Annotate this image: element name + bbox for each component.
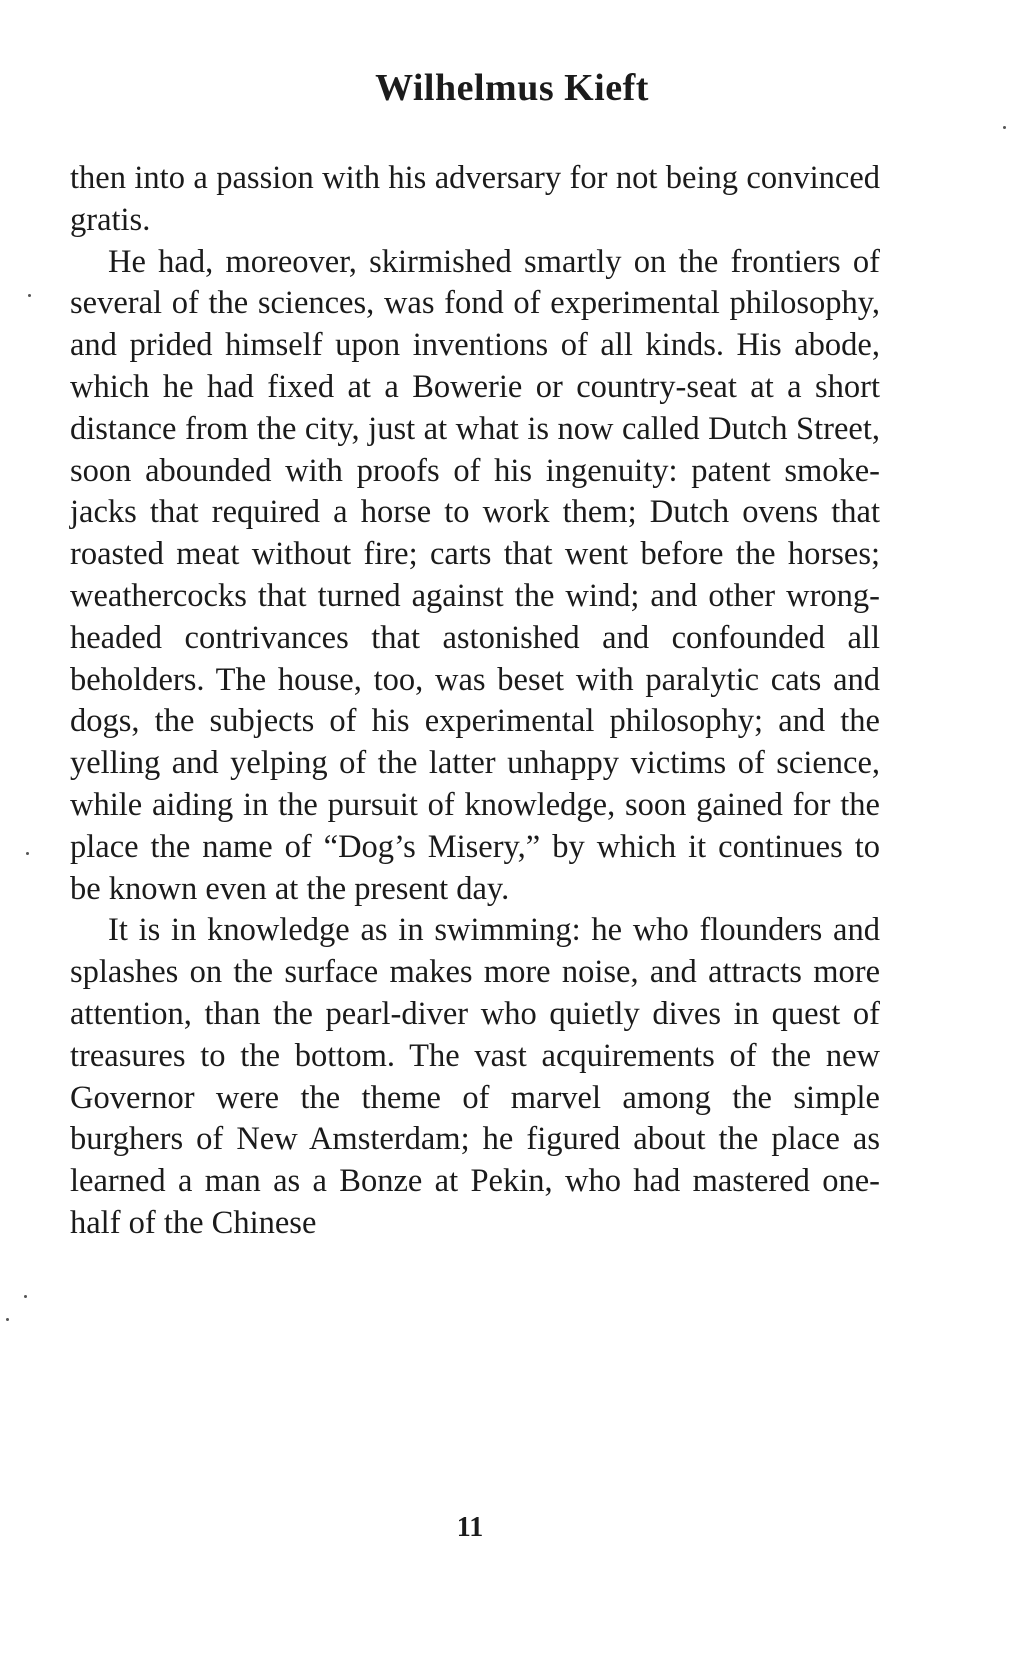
- scan-speck: [28, 294, 31, 297]
- paragraph-inventions: He had, moreover, skirmished smartly on the frontiers of several of the sciences, was fond of experimental philosophy, and prided himself upon inventions of all kinds. His abode, which he had fixed at a Bowerie or country-seat at a short distance from the city, just at what is now called Dutch Street, soon abounded with proofs of his ingenuity: patent smoke-jacks that required a horse to work them; Dutch ovens that roasted meat without fire; carts that went before the horses; weathercocks that turned against the wind; and other wrong-headed contrivances that astonished and confounded all beholders. The house, too, was beset with paralytic cats and dogs, the subjects of his experimental philosophy; and the yelling and yelping of the latter unhappy victims of science, while aiding in the pursuit of knowledge, soon gained for the place the name of “Dog’s Misery,” by which it continues to be known even at the present day.: [70, 243, 880, 907]
- body-text: [70, 158, 880, 1245]
- running-head: Wilhelmus Kieft: [375, 67, 649, 109]
- scan-speck: [1003, 126, 1006, 129]
- scan-speck: [24, 1295, 27, 1298]
- paragraph-knowledge: It is in knowledge as in swimming: he who flounders and splashes on the surface makes more noise, and attracts more attention, than the pearl-diver who quietly dives in quest of treasures to the bottom. The vast acquirements of the new Governor were the theme of marvel among the simple burghers of New Amsterdam; he figured about the place as learned a man as a Bonze at Pekin, who had mastered one-half of the Chinese: [70, 912, 880, 1241]
- page-number: 11: [456, 1512, 484, 1543]
- scan-speck: [26, 852, 29, 855]
- scan-speck: [6, 1318, 9, 1321]
- paragraph-continuation: then into a passion with his adversary for not being convinced gratis.: [70, 160, 880, 238]
